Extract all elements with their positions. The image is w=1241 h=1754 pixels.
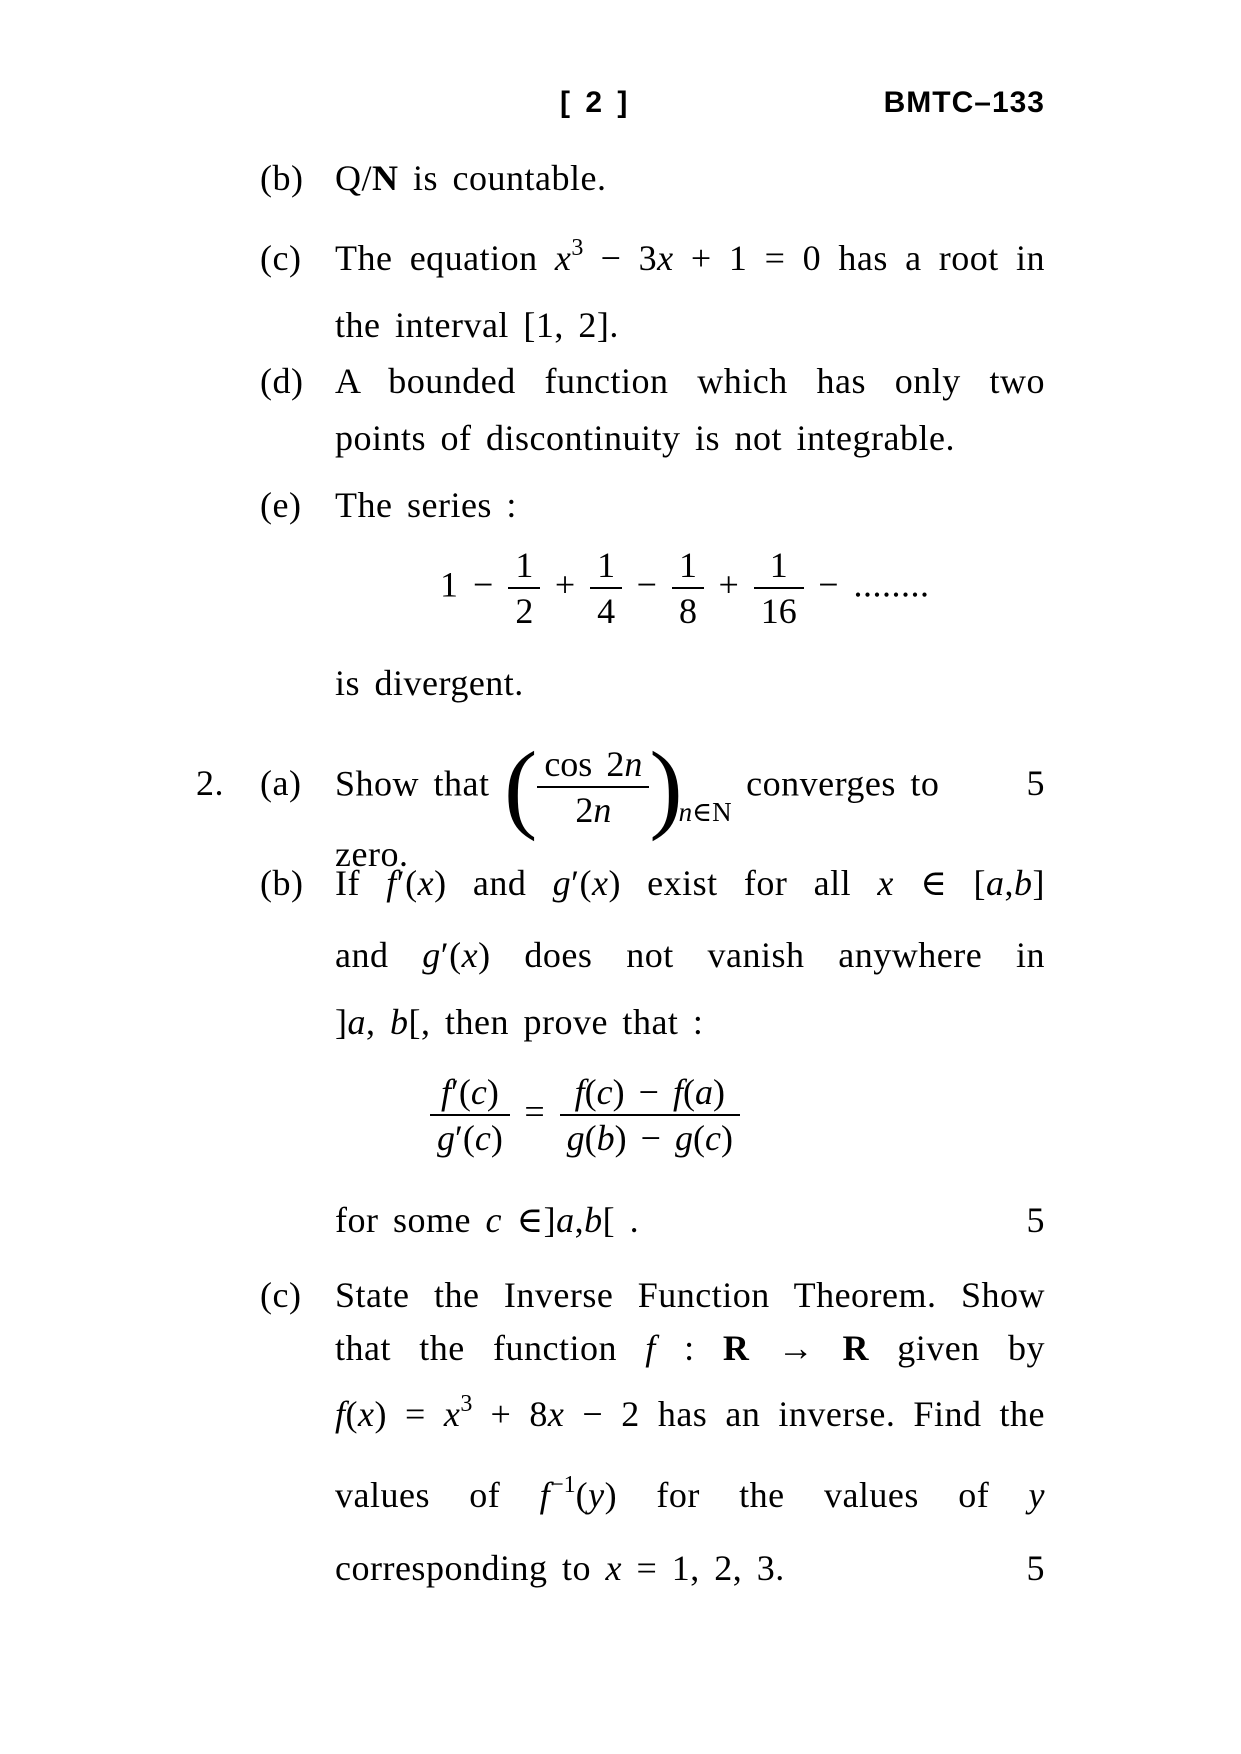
item-text: State the Inverse Function Theorem. Show [335,1275,1045,1315]
item-text: $f(x) = x^3 + 8x - 2$ has an inverse. Find the [335,1391,1045,1434]
math-run: Show that ( $\frac{\cos 2n}{2n}$ )$_{n\in N}$ converges to zero. [335,731,940,874]
item-text [335,1198,1045,1242]
q2b-row-line3 [196,1000,1045,1044]
item-text [335,731,1045,876]
item-text: A bounded function which has only two [335,361,1045,401]
q2c-row-line3 [196,1392,1045,1441]
item-text: and g′(x) does not vanish anywhere in [335,935,1045,975]
item-text: points of discontinuity is not integrable. [335,418,955,458]
item-text: Q/N is countable. [335,158,607,198]
item-label-a: (a) [260,763,302,804]
item-text: If f′(x) and g′(x) exist for all x ∈ [a,b] [335,863,1045,903]
q2c-row-line2 [196,1326,1045,1370]
item-text: The series : [335,485,517,525]
item-text [335,1546,1045,1590]
q2c-row-line4 [196,1473,1045,1522]
item-text: the interval [1, 2]. [335,305,619,345]
q1c-row-line2 [196,303,1045,347]
item-label-c: (c) [260,1275,302,1315]
q1e-row-line2 [196,661,1045,705]
q1c-row-line1 [196,236,1045,285]
question-number: 2. [196,763,224,804]
q2c-row-line1 [196,1273,1045,1317]
item-text: values of $f^{-1}(y)$ for the values of y [335,1472,1045,1515]
marks-value: 5 [1026,1200,1045,1240]
q2b-row-line1 [196,861,1045,905]
marks-value: 5 [1026,763,1045,804]
mean-value-formula: $\frac{f'(c)}{g'(c)}$ = $\frac{f(c) - f(a)}{g(b) - g(c)}$ [430,1070,740,1160]
q1d-row-line1 [196,359,1045,403]
course-code: BMTC–133 [883,86,1045,119]
item-label-b: (b) [260,863,304,903]
series-formula: 1 − $\frac{1}{2}$ + $\frac{1}{4}$ − $\frac{1}{8}$ + $\frac{1}{16}$ − ........ [440,545,930,631]
math-run: corresponding to x = 1, 2, 3. [335,1548,785,1588]
item-text: that the function f : R → R given by [335,1328,1046,1368]
q2b-row-line4 [196,1198,1045,1242]
item-label-e: (e) [260,485,302,525]
q2c-row-line5 [196,1546,1045,1590]
item-label-b: (b) [260,158,304,198]
marks-value: 5 [1026,1548,1045,1588]
item-label-c: (c) [260,238,302,278]
q2b-row-line2 [196,933,1045,977]
item-text: ]a, b[, then prove that : [335,1002,704,1042]
page-number: [ 2 ] [560,86,629,119]
q1e-row-line1 [196,483,1045,527]
q1b-row [196,156,1045,200]
math-run: for some c ∈]a,b[ . [335,1200,640,1240]
item-label-d: (d) [260,361,304,401]
q2a-row [196,731,1045,876]
item-text: The equation $x^3 - 3x + 1 = 0$ has a root in [335,235,1045,278]
q1d-row-line2 [196,416,1045,460]
item-text: is divergent. [335,663,524,703]
